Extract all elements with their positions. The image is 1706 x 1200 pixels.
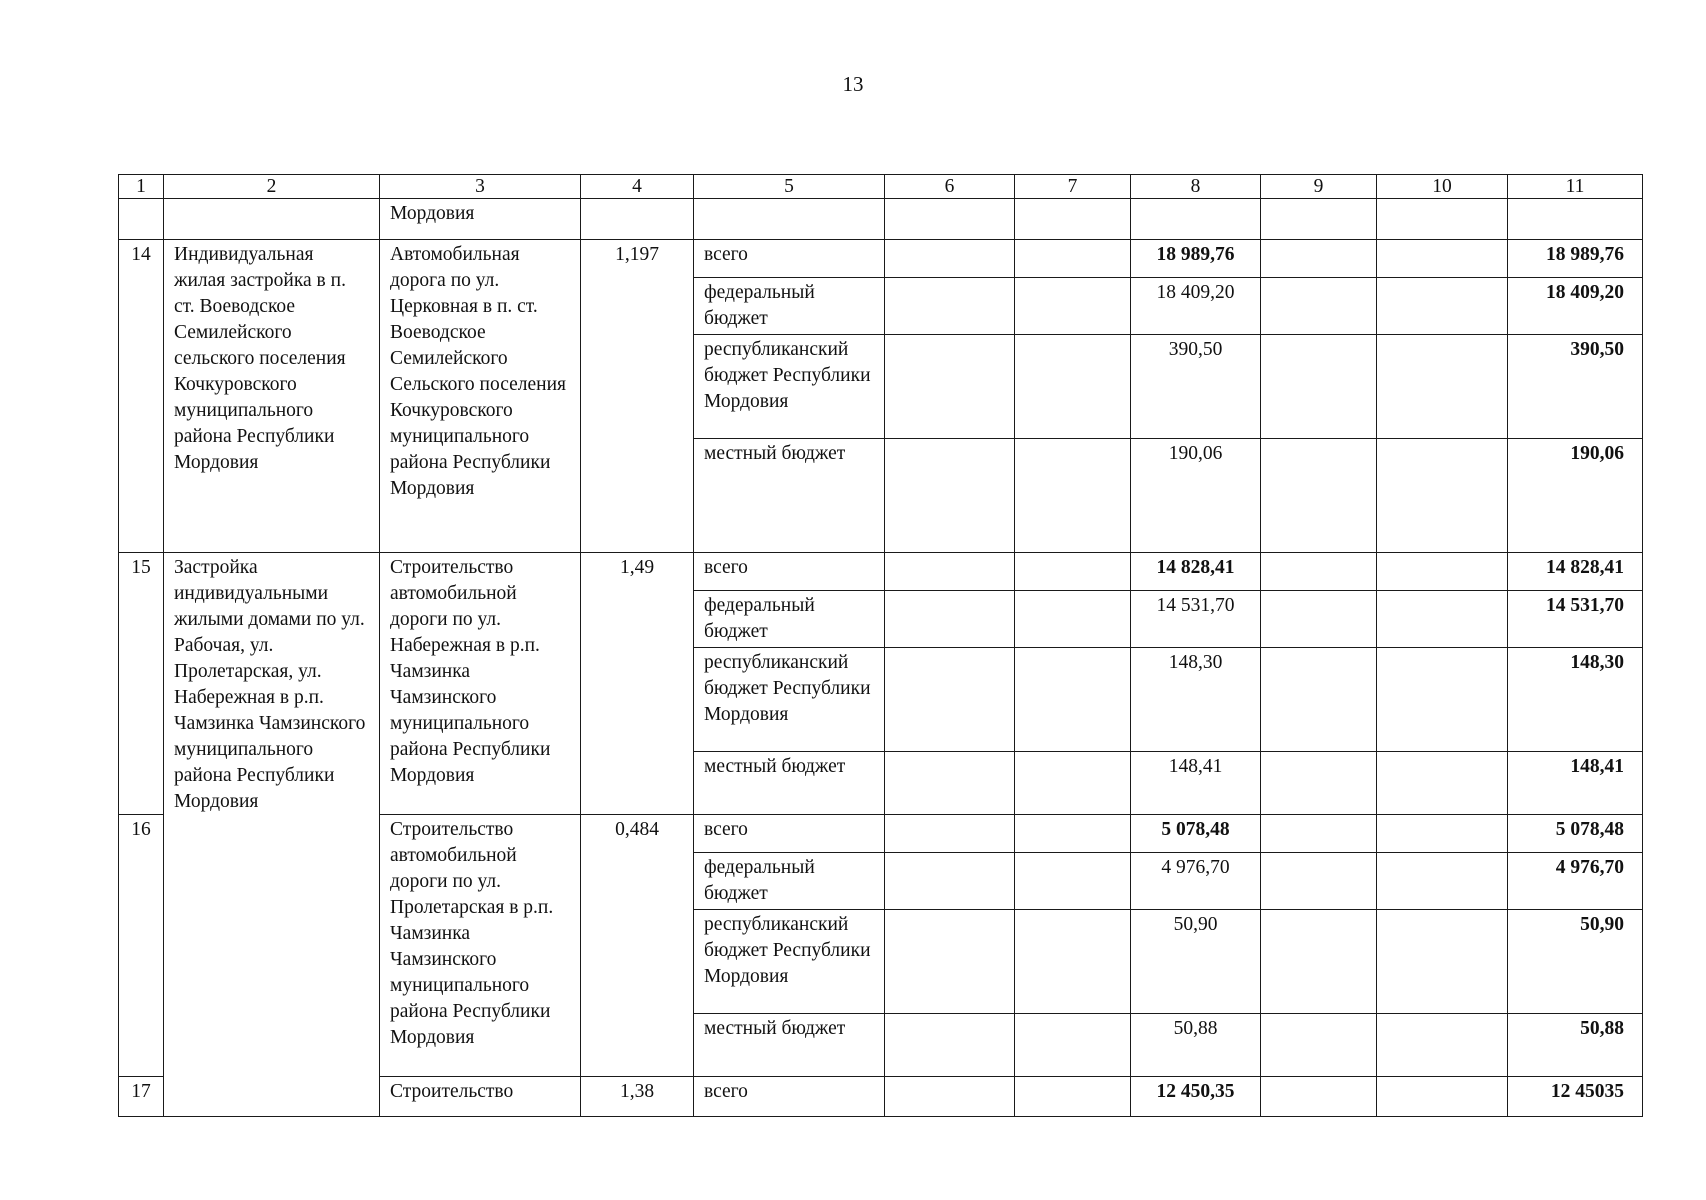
object-description: Строительство: [380, 1077, 581, 1117]
table-row: [119, 553, 1643, 591]
object-description: Строительство автомобильной дороги по ул. Пролетарская в р.п. Чамзинка Чамзинского муниципального района Республики Мордовия: [380, 815, 581, 1077]
value-col8: 5 078,48: [1131, 815, 1261, 853]
length-value: 1,197: [581, 240, 694, 553]
value-col8: 18 989,76: [1131, 240, 1261, 278]
source-label: местный бюджет: [694, 439, 885, 553]
col-header-5: 5: [694, 175, 885, 199]
value-col8: 190,06: [1131, 439, 1261, 553]
source-label: республиканский бюджет Республики Мордовия: [694, 648, 885, 752]
value-col11: 18 409,20: [1508, 278, 1643, 335]
col-header-1: 1: [119, 175, 164, 199]
page-number: 13: [842, 72, 864, 96]
value-col8: 12 450,35: [1131, 1077, 1261, 1117]
value-col11: 12 45035: [1508, 1077, 1643, 1117]
value-col11: 14 531,70: [1508, 591, 1643, 648]
carryover-row: [119, 199, 1643, 240]
col-header-2: 2: [164, 175, 380, 199]
col-header-9: 9: [1261, 175, 1377, 199]
col-header-8: 8: [1131, 175, 1261, 199]
source-label: местный бюджет: [694, 1014, 885, 1077]
col-header-11: 11: [1508, 175, 1643, 199]
value-col8: 148,41: [1131, 752, 1261, 815]
col-header-7: 7: [1015, 175, 1131, 199]
item-number: 15: [119, 553, 164, 815]
value-col11: 5 078,48: [1508, 815, 1643, 853]
source-label: всего: [694, 240, 885, 278]
item-number: 17: [119, 1077, 164, 1117]
object-description: Строительство автомобильной дороги по ул. Набережная в р.п. Чамзинка Чамзинского муниципального района Республики Мордовия: [380, 553, 581, 815]
source-label: республиканский бюджет Республики Мордовия: [694, 910, 885, 1014]
value-col8: 4 976,70: [1131, 853, 1261, 910]
value-col11: 4 976,70: [1508, 853, 1643, 910]
length-value: 1,38: [581, 1077, 694, 1117]
source-label: республиканский бюджет Республики Мордовия: [694, 335, 885, 439]
value-col8: 390,50: [1131, 335, 1261, 439]
value-col8: 14 828,41: [1131, 553, 1261, 591]
length-value: 0,484: [581, 815, 694, 1077]
col-header-4: 4: [581, 175, 694, 199]
carryover-text: Мордовия: [380, 199, 581, 240]
value-col8: 148,30: [1131, 648, 1261, 752]
site-description: Индивидуальная жилая застройка в п. ст. Воеводское Семилейского сельского поселения Кочкуровского муниципального района Республики Мордовия: [164, 240, 380, 553]
col-header-3: 3: [380, 175, 581, 199]
value-col11: 148,30: [1508, 648, 1643, 752]
source-label: всего: [694, 1077, 885, 1117]
value-col8: 14 531,70: [1131, 591, 1261, 648]
site-description: Застройка индивидуальными жилыми домами по ул. Рабочая, ул. Пролетарская, ул. Набережная в р.п. Чамзинка Чамзинского муниципального района Республики Мордовия: [164, 553, 380, 1117]
source-label: местный бюджет: [694, 752, 885, 815]
value-col11: 14 828,41: [1508, 553, 1643, 591]
value-col8: 50,88: [1131, 1014, 1261, 1077]
source-label: федеральный бюджет: [694, 278, 885, 335]
source-label: всего: [694, 553, 885, 591]
value-col8: 50,90: [1131, 910, 1261, 1014]
source-label: федеральный бюджет: [694, 853, 885, 910]
value-col11: 190,06: [1508, 439, 1643, 553]
col-header-10: 10: [1377, 175, 1508, 199]
object-description: Автомобильная дорога по ул. Церковная в п. ст. Воеводское Семилейского Сельского поселения Кочкуровского муниципального района Республики Мордовия: [380, 240, 581, 553]
source-label: всего: [694, 815, 885, 853]
budget-table: [118, 174, 1643, 1117]
value-col8: 18 409,20: [1131, 278, 1261, 335]
column-number-row: [119, 175, 1643, 199]
value-col11: 18 989,76: [1508, 240, 1643, 278]
value-col11: 390,50: [1508, 335, 1643, 439]
item-number: 14: [119, 240, 164, 553]
source-label: федеральный бюджет: [694, 591, 885, 648]
table-row: [119, 240, 1643, 278]
length-value: 1,49: [581, 553, 694, 815]
col-header-6: 6: [885, 175, 1015, 199]
value-col11: 50,88: [1508, 1014, 1643, 1077]
value-col11: 148,41: [1508, 752, 1643, 815]
item-number: 16: [119, 815, 164, 1077]
value-col11: 50,90: [1508, 910, 1643, 1014]
